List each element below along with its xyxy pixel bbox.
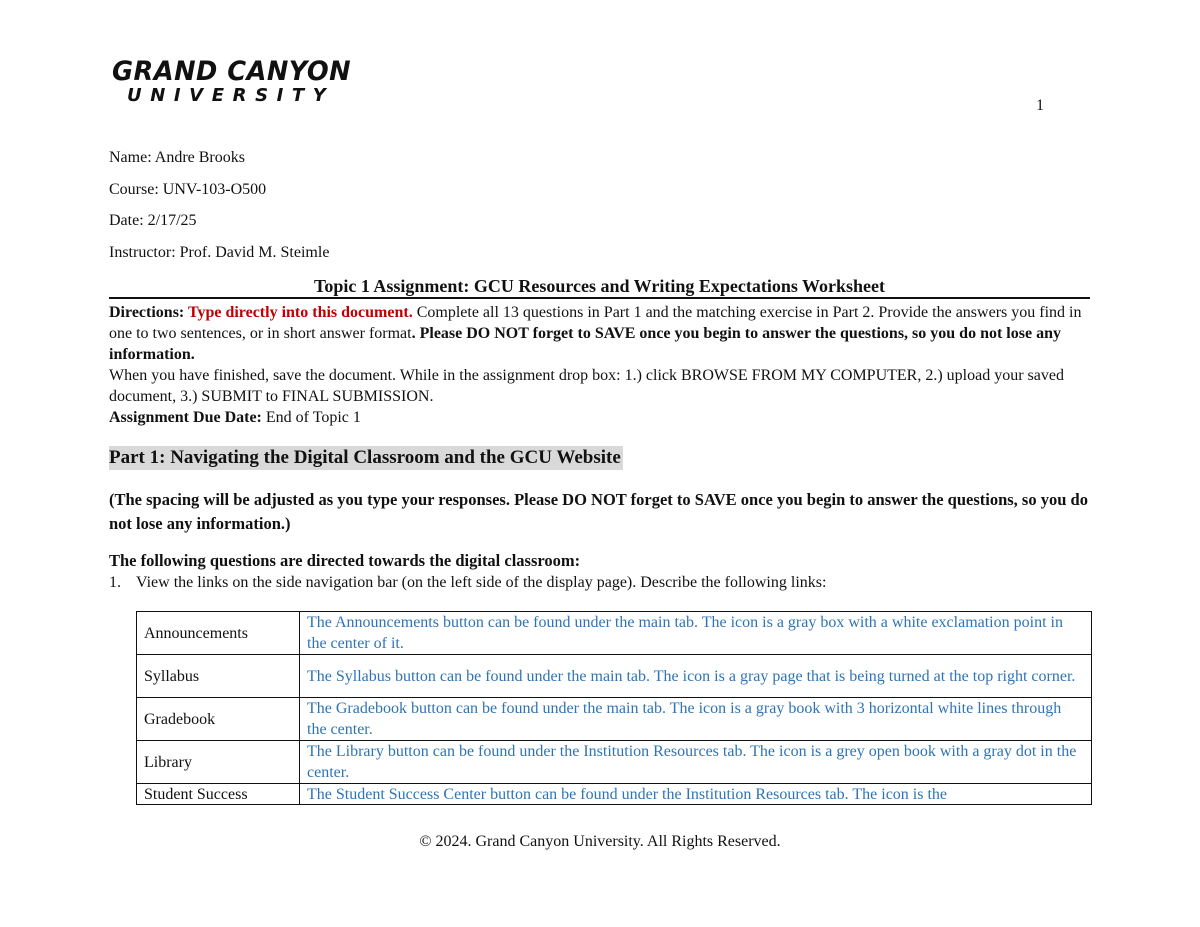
directions-block	[109, 302, 1099, 428]
answer-cell[interactable]: The Syllabus button can be found under the main tab. The icon is a gray page that is being turned at the top right corner.	[300, 655, 1092, 698]
link-label: Library	[137, 741, 300, 784]
part1-heading: Part 1: Navigating the Digital Classroom and the GCU Website	[109, 447, 621, 468]
questions-heading: The following questions are directed towards the digital classroom:	[109, 551, 581, 570]
table-row	[137, 655, 1092, 698]
submission-instructions: When you have finished, save the document. While in the assignment drop box: 1.) click BROWSE FROM MY COMPUTER, 2.) upload your saved document, 3.) SUBMIT to FINAL SUBMISSION.	[109, 367, 1064, 405]
question-1-text: View the links on the side navigation bar (on the left side of the display page). Describe the following links:	[136, 574, 827, 591]
submission-date: Date: 2/17/25	[109, 212, 197, 229]
gcu-logo	[112, 58, 364, 106]
table-row	[137, 784, 1092, 805]
due-date-line	[109, 407, 1099, 428]
link-label: Gradebook	[137, 698, 300, 741]
instructor-name: Instructor: Prof. David M. Steimle	[109, 244, 330, 261]
logo-wordmark-bottom: UNIVERSITY	[127, 85, 335, 106]
directions-label: Directions:	[109, 304, 188, 321]
question-1-number: 1.	[109, 574, 121, 591]
logo-wordmark-top: GRAND CANYON	[112, 56, 352, 87]
link-label: Announcements	[137, 612, 300, 655]
spacing-note: (The spacing will be adjusted as you type your responses. Please DO NOT forget to SAVE once you begin to answer the questions, so you do not lose any information.)	[109, 490, 1088, 533]
answer-cell[interactable]: The Library button can be found under the Institution Resources tab. The icon is a grey open book with a gray dot in the center.	[300, 741, 1092, 784]
answer-cell[interactable]: The Gradebook button can be found under the main tab. The icon is a gray book with 3 horizontal white lines through the center.	[300, 698, 1092, 741]
copyright-footer: © 2024. Grand Canyon University. All Rights Reserved.	[419, 833, 781, 850]
table-row	[137, 612, 1092, 655]
link-label: Syllabus	[137, 655, 300, 698]
table-row	[137, 741, 1092, 784]
answer-cell[interactable]: The Announcements button can be found under the main tab. The icon is a gray box with a white exclamation point in the center of it.	[300, 612, 1092, 655]
page-number: 1	[1036, 97, 1044, 114]
answer-cell[interactable]: The Student Success Center button can be found under the Institution Resources tab. The icon is the	[300, 784, 1092, 805]
due-date-value: End of Topic 1	[261, 409, 361, 426]
student-name: Name: Andre Brooks	[109, 149, 245, 166]
directions-highlight: Type directly into this document.	[187, 304, 413, 321]
directions-save-warning: . Please DO NOT forget to SAVE once you begin to answer the questions, so you do not lose any information.	[109, 325, 1061, 363]
course-code: Course: UNV-103-O500	[109, 181, 267, 198]
assignment-title: Topic 1 Assignment: GCU Resources and Writing Expectations Worksheet	[109, 275, 1090, 299]
table-row	[137, 698, 1092, 741]
question-1	[109, 573, 826, 593]
directions-paragraph	[109, 302, 1099, 365]
directions-text: Complete all 13 questions in Part 1 and the matching exercise in Part 2. Provide the answers you find in one to two sentences, or in short answer format	[109, 304, 1082, 342]
link-label: Student Success	[137, 784, 300, 805]
due-date-label: Assignment Due Date:	[109, 409, 262, 426]
navigation-links-table	[136, 611, 1092, 805]
